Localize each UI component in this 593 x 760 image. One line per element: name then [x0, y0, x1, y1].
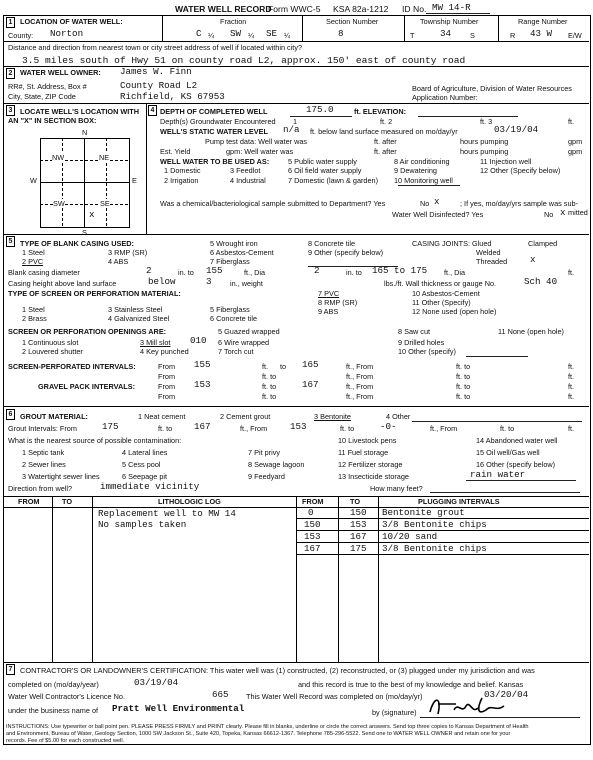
screen-label: TYPE OF SCREEN OR PERFORATION MATERIAL: [8, 289, 181, 298]
city-label: City, State, ZIP Code [8, 92, 76, 101]
west-label: W [30, 176, 37, 185]
how-many-feet-label: How many feet? [370, 484, 423, 493]
casing-asbestos[interactable]: 6 Asbestos-Cement [210, 248, 274, 257]
township-value[interactable]: 34 [440, 28, 452, 39]
gi-from-1[interactable]: 175 [102, 421, 119, 432]
fraction-label: Fraction [220, 17, 247, 26]
contam-feedyard[interactable]: 9 Feedyard [248, 472, 285, 481]
opening-continuous[interactable]: 1 Continuous slot [22, 338, 79, 347]
contam-oilwell[interactable]: 15 Oil well/Gas well [476, 448, 540, 457]
board-label: Board of Agriculture, Division of Water Resources [412, 84, 572, 93]
diameter-2[interactable]: 2 [314, 265, 320, 276]
sample-no-mark[interactable]: x [434, 196, 440, 207]
screen-steel[interactable]: 1 Steel [22, 305, 45, 314]
groundwater-2: ft. 2 [380, 117, 393, 126]
log-header-to: TO [62, 497, 73, 506]
quarter-mark: ¼ [248, 31, 255, 40]
opening-mill[interactable]: 3 Mill slot [140, 338, 171, 347]
address-value[interactable]: County Road L2 [120, 80, 198, 91]
owner-value[interactable]: James W. Finn [120, 66, 192, 77]
casing-to-1[interactable]: 155 [206, 265, 223, 276]
casing-fiberglass[interactable]: 7 Fiberglass [210, 257, 250, 266]
contam-abandoned[interactable]: 14 Abandoned water well [476, 436, 558, 445]
static-label: WELL'S STATIC WATER LEVEL [160, 127, 268, 136]
screen-concrete[interactable]: 6 Concrete tile [210, 314, 258, 323]
plug-to[interactable]: 153 [350, 519, 367, 530]
screen-abs[interactable]: 9 ABS [318, 307, 339, 316]
yield-hours: hours pumping [460, 147, 509, 156]
grout-label: GROUT MATERIAL: [20, 412, 88, 421]
sample-no[interactable]: No [420, 199, 430, 208]
use-air[interactable]: 8 Air conditioning [394, 157, 450, 166]
contam-septic[interactable]: 1 Septic tank [22, 448, 65, 457]
use-feedlot[interactable]: 3 Feedlot [230, 166, 261, 175]
direction-from-well-value[interactable]: immediate vicinity [100, 481, 200, 492]
gi-to-2[interactable]: -0- [380, 421, 397, 432]
address-label: RR#, St. Address, Box # [8, 82, 87, 91]
plug-desc[interactable]: 3/8 Bentonite chips [382, 519, 487, 530]
diameter-1[interactable]: 2 [146, 265, 152, 276]
fraction-3[interactable]: SE [266, 28, 278, 39]
lithologic-entry[interactable]: No samples taken [98, 519, 187, 530]
east-label: E [132, 176, 137, 185]
opening-wire[interactable]: 6 Wire wrapped [218, 338, 270, 347]
direction-label: Distance and direction from nearest town or city street address of well if located within city? [8, 43, 303, 52]
depth-label: DEPTH OF COMPLETED WELL [160, 107, 268, 116]
certification-text: CONTRACTOR'S OR LANDOWNER'S CERTIFICATION: This water well was (1) constructed, (2) reconstructed, or (3) plugged under my jurisdiction and was [20, 666, 535, 675]
plug-from[interactable]: 0 [308, 507, 314, 518]
business-name[interactable]: Pratt Well Environmental [112, 703, 245, 714]
gi-to-1[interactable]: 167 [194, 421, 211, 432]
groundwater-label: Depth(s) Groundwater Encountered [160, 117, 276, 126]
diameter-label: Blank casing diameter [8, 268, 80, 277]
sample-rest: ; If yes, mo/day/yrs sample was sub- [460, 199, 579, 208]
plug-from[interactable]: 150 [304, 519, 321, 530]
range-prefix: R [510, 31, 516, 40]
location-heading: LOCATION OF WATER WELL: [20, 17, 123, 26]
location-mark[interactable]: x [89, 209, 95, 220]
use-dewatering[interactable]: 9 Dewatering [394, 166, 437, 175]
screen-none[interactable]: 12 None used (open hole) [412, 307, 497, 316]
yield-gpm: gpm: Well water was [226, 147, 294, 156]
static-rest: ft. below land surface measured on mo/day/yr [310, 127, 458, 136]
screen-galvanized[interactable]: 4 Galvanized Steel [108, 314, 170, 323]
casing-wrought[interactable]: 5 Wrought iron [210, 239, 258, 248]
use-public[interactable]: 5 Public water supply [288, 157, 357, 166]
elevation-label: ft. ELEVATION: [354, 107, 407, 116]
contam-seepage[interactable]: 6 Seepage pit [122, 472, 168, 481]
contam-other-value[interactable]: rain water [470, 469, 526, 480]
screen-rmp[interactable]: 8 RMP (SR) [318, 298, 358, 307]
casing-joints[interactable]: CASING JOINTS: Glued [412, 239, 492, 248]
screen-fiberglass[interactable]: 5 Fiberglass [210, 305, 250, 314]
casing-threaded[interactable]: Threaded [476, 257, 508, 266]
range-label: Range Number [518, 17, 568, 26]
disinfected-label: Water Well Disinfected? Yes [392, 210, 484, 219]
si-from-value[interactable]: 155 [194, 359, 211, 370]
lithologic-entry[interactable]: Replacement well to MW 14 [98, 508, 236, 519]
signature-label: by (signature) [372, 708, 417, 717]
grout-intervals-label: Grout Intervals: From [8, 424, 77, 433]
city-value[interactable]: Richfield, KS 67953 [120, 91, 225, 102]
contam-fuel[interactable]: 11 Fuel storage [338, 448, 389, 457]
plug-desc[interactable]: Bentonite grout [382, 507, 465, 518]
casing-pvc[interactable]: 2 PVC [22, 257, 44, 266]
range-value[interactable]: 43 W [530, 28, 553, 39]
instructions-line-1: INSTRUCTIONS: Use typewriter or ball point pen. PLEASE PRESS FIRMLY and PRINT clearly. Please fill in blanks, underline or circle the correct answers. Send top three copies to Kansas Department of Health [6, 724, 529, 730]
contam-insecticide[interactable]: 13 Insecticide storage [338, 472, 409, 481]
contam-other[interactable]: 16 Other (specify below) [476, 460, 556, 469]
quarter-mark: ¼ [208, 31, 215, 40]
direction-from-well-label: Direction from well? [8, 484, 73, 493]
use-domestic[interactable]: 1 Domestic [164, 166, 201, 175]
quarter-mark: ¼ [284, 31, 291, 40]
completed-label: completed on (mo/day/year) [8, 680, 99, 689]
county-value[interactable]: Norton [50, 28, 84, 39]
section-number-6: 6 [6, 409, 15, 420]
disinfected-no-mark[interactable]: x [560, 207, 566, 218]
ft-dia: ft., Dia [244, 268, 266, 277]
plug-header-intervals: PLUGGING INTERVALS [418, 497, 500, 506]
id-label: ID No. [402, 4, 427, 14]
sample-question: Was a chemical/bacteriological sample submitted to Department? Yes [160, 199, 386, 208]
form-title: WATER WELL RECORD [175, 4, 272, 14]
si-to-value[interactable]: 165 [302, 359, 319, 370]
plug-to[interactable]: 167 [350, 531, 367, 542]
opening-key[interactable]: 4 Key punched [140, 347, 189, 356]
screen-other[interactable]: 11 Other (Specify) [412, 298, 471, 307]
si-from: From [158, 362, 176, 371]
casing-label: TYPE OF BLANK CASING USED: [20, 239, 134, 248]
casing-other[interactable]: 9 Other (specify below) [308, 248, 384, 257]
yield-after: ft. after [374, 147, 397, 156]
grout-bentonite[interactable]: 3 Bentonite [314, 412, 351, 421]
fraction-1[interactable]: C [196, 28, 202, 39]
casing-concrete[interactable]: 8 Concrete tile [308, 239, 356, 248]
township-prefix: T [410, 31, 415, 40]
use-oilfield[interactable]: 6 Oil field water supply [288, 166, 362, 175]
screen-brass[interactable]: 2 Brass [22, 314, 47, 323]
section-number-1: 1 [6, 17, 15, 28]
contam-livestock[interactable]: 10 Livestock pens [338, 436, 397, 445]
true-record-text: and this record is true to the best of my knowledge and belief. Kansas [298, 680, 524, 689]
use-lawn[interactable]: 7 Domestic (lawn & garden) [288, 176, 379, 185]
quadrant-se: SE [100, 199, 110, 208]
instructions-line-2: and Environment, Bureau of Water, Geology Section, 1000 SW Jackson St., Suite 420, Topeka, Kansas 66612-1367. Telephone 785-296-5522. Send one to WATER WELL OWNER and retain one for your [6, 731, 511, 737]
weight-label: in., weight [230, 279, 263, 288]
si-ft: ft. [262, 362, 269, 371]
pump-gpm: gpm [568, 137, 583, 146]
direction-value[interactable]: 3.5 miles south of Hwy 51 on county road L2, approx. 150' east of county road [22, 55, 466, 66]
log-header-from: FROM [18, 497, 40, 506]
id-value[interactable]: MW 14-R [432, 2, 471, 13]
section-number-3: 3 [6, 105, 15, 116]
plug-from[interactable]: 167 [304, 543, 321, 554]
log-header-lithologic: LITHOLOGIC LOG [158, 497, 221, 506]
sample-mitted: mitted [568, 208, 588, 217]
grout-other[interactable]: 4 Other [386, 412, 411, 421]
screen-stainless[interactable]: 3 Stainless Steel [108, 305, 163, 314]
opening-none[interactable]: 11 None (open hole) [498, 327, 564, 336]
opening-torch[interactable]: 7 Torch cut [218, 347, 254, 356]
height-inches[interactable]: 3 [206, 276, 212, 287]
grout-neat[interactable]: 1 Neat cement [138, 412, 186, 421]
licence-label: Water Well Contractor's Licence No. [8, 692, 125, 701]
disinfected-no[interactable]: No [544, 210, 554, 219]
grout-cement[interactable]: 2 Cement grout [220, 412, 271, 421]
casing-abs[interactable]: 4 ABS [108, 257, 129, 266]
plug-to[interactable]: 175 [350, 543, 367, 554]
county-label: County: [8, 31, 34, 40]
plug-desc[interactable]: 10/20 sand [382, 531, 438, 542]
contam-lagoon[interactable]: 8 Sewage lagoon [248, 460, 305, 469]
casing-welded[interactable]: Welded [476, 248, 501, 257]
contam-watertight[interactable]: 3 Watertight sewer lines [22, 472, 100, 481]
contam-sewer[interactable]: 2 Sewer lines [22, 460, 66, 469]
static-value[interactable]: n/a [283, 124, 300, 135]
licence-number[interactable]: 665 [212, 689, 229, 700]
section-number-7: 7 [6, 664, 15, 675]
screen-pvc[interactable]: 7 PVC [318, 289, 340, 298]
casing-rmp[interactable]: 3 RMP (SR) [108, 248, 148, 257]
in-to-1: in. to [178, 268, 194, 277]
gi-from-2[interactable]: 153 [290, 421, 307, 432]
township-label: Township Number [420, 17, 479, 26]
section-box[interactable] [40, 138, 130, 228]
plug-to[interactable]: 150 [350, 507, 367, 518]
section-number-4: 4 [148, 105, 157, 116]
use-monitoring[interactable]: 10 Monitoring well [394, 176, 453, 185]
section-value[interactable]: 8 [338, 28, 344, 39]
gp-to-value[interactable]: 167 [302, 379, 319, 390]
contam-cess[interactable]: 5 Cess pool [122, 460, 161, 469]
screen-intervals-label: SCREEN-PERFORATED INTERVALS: [8, 362, 136, 371]
casing-steel[interactable]: 1 Steel [22, 248, 45, 257]
in-to-2: in. to [346, 268, 362, 277]
signature [424, 692, 514, 720]
ksa-ref: KSA 82a-1212 [333, 4, 389, 14]
plug-desc[interactable]: 3/8 Bentonite chips [382, 543, 487, 554]
screen-asbestos[interactable]: 10 Asbestos-Cement [412, 289, 480, 298]
groundwater-1: 1 [293, 117, 298, 126]
pump-hours: hours pumping [460, 137, 509, 146]
use-industrial[interactable]: 4 Industrial [230, 176, 266, 185]
record-completed-label: This Water Well Record was completed on (mo/day/yr) [246, 692, 423, 701]
quadrant-sw: SW [53, 199, 65, 208]
township-suffix: S [470, 31, 475, 40]
owner-label: WATER WELL OWNER: [20, 68, 101, 77]
gravel-label: GRAVEL PACK INTERVALS: [38, 382, 136, 391]
yield-label: Est. Yield [160, 147, 191, 156]
casing-to-2[interactable]: 165 to 175 [372, 265, 428, 276]
gp-from-value[interactable]: 153 [194, 379, 211, 390]
opening-other[interactable]: 10 Other (specify) [398, 347, 456, 356]
opening-gauzed[interactable]: 5 Guazed wrapped [218, 327, 280, 336]
plug-from[interactable]: 153 [304, 531, 321, 542]
threaded-mark[interactable]: x [530, 254, 536, 265]
groundwater-3: ft. 3 [480, 117, 493, 126]
gauge-label: lbs./ft. Wall thickness or gauge No. [384, 279, 497, 288]
record-completed-date[interactable]: 03/20/04 [484, 689, 529, 700]
ft-dia-2: ft., Dia [444, 268, 466, 277]
groundwater-ft: ft. [568, 117, 575, 126]
opening-saw[interactable]: 8 Saw cut [398, 327, 431, 336]
application-label: Application Number: [412, 93, 478, 102]
use-label: WELL WATER TO BE USED AS: [160, 157, 270, 166]
use-injection[interactable]: 11 Injection well [480, 157, 532, 166]
south-label: S [82, 228, 87, 237]
static-date[interactable]: 03/19/04 [494, 124, 539, 135]
instructions-line-3: records. Fee of $5.00 for each constructed well. [6, 738, 125, 744]
plug-header-to: TO [350, 497, 361, 506]
fraction-2[interactable]: SW [230, 28, 242, 39]
section-number-5: 5 [6, 236, 15, 247]
plug-header-from: FROM [302, 497, 324, 506]
section-label: Section Number [326, 17, 379, 26]
gauge-value[interactable]: Sch 40 [524, 276, 558, 287]
north-label: N [82, 128, 88, 137]
contamination-label: What is the nearest source of possible contamination: [8, 436, 182, 445]
quadrant-nw: NW [52, 153, 65, 162]
height-label: Casing height above land surface [8, 279, 117, 288]
section-number-2: 2 [6, 68, 15, 79]
opening-louvered[interactable]: 2 Louvered shutter [22, 347, 83, 356]
business-label: under the business name of [8, 706, 99, 715]
contam-lateral[interactable]: 4 Lateral lines [122, 448, 168, 457]
opening-drilled[interactable]: 9 Drilled holes [398, 338, 445, 347]
contam-privy[interactable]: 7 Pit privy [248, 448, 281, 457]
use-other[interactable]: 12 Other (Specify below) [480, 166, 561, 175]
quadrant-ne: NE [99, 153, 110, 162]
locate-heading-2: AN "X" IN SECTION BOX: [8, 116, 97, 125]
depth-value[interactable]: 175.0 [306, 104, 334, 115]
use-irrigation[interactable]: 2 Irrigation [164, 176, 199, 185]
pump-test-label: Pump test data: Well water was [205, 137, 308, 146]
height-value[interactable]: below [148, 276, 176, 287]
yield-gpm-unit: gpm [568, 147, 583, 156]
openings-label: SCREEN OR PERFORATION OPENINGS ARE: [8, 327, 167, 336]
ft-unit: ft. [568, 268, 575, 277]
casing-clamped[interactable]: Clamped [528, 239, 558, 248]
form-number: Form WWC-5 [268, 4, 321, 14]
locate-heading: LOCATE WELL'S LOCATION WITH [20, 107, 140, 116]
pump-after: ft. after [374, 137, 397, 146]
range-suffix: E/W [568, 31, 582, 40]
mill-slot-value[interactable]: 010 [190, 335, 207, 346]
completed-date[interactable]: 03/19/04 [134, 677, 179, 688]
contam-fertilizer[interactable]: 12 Fertilizer storage [338, 460, 403, 469]
